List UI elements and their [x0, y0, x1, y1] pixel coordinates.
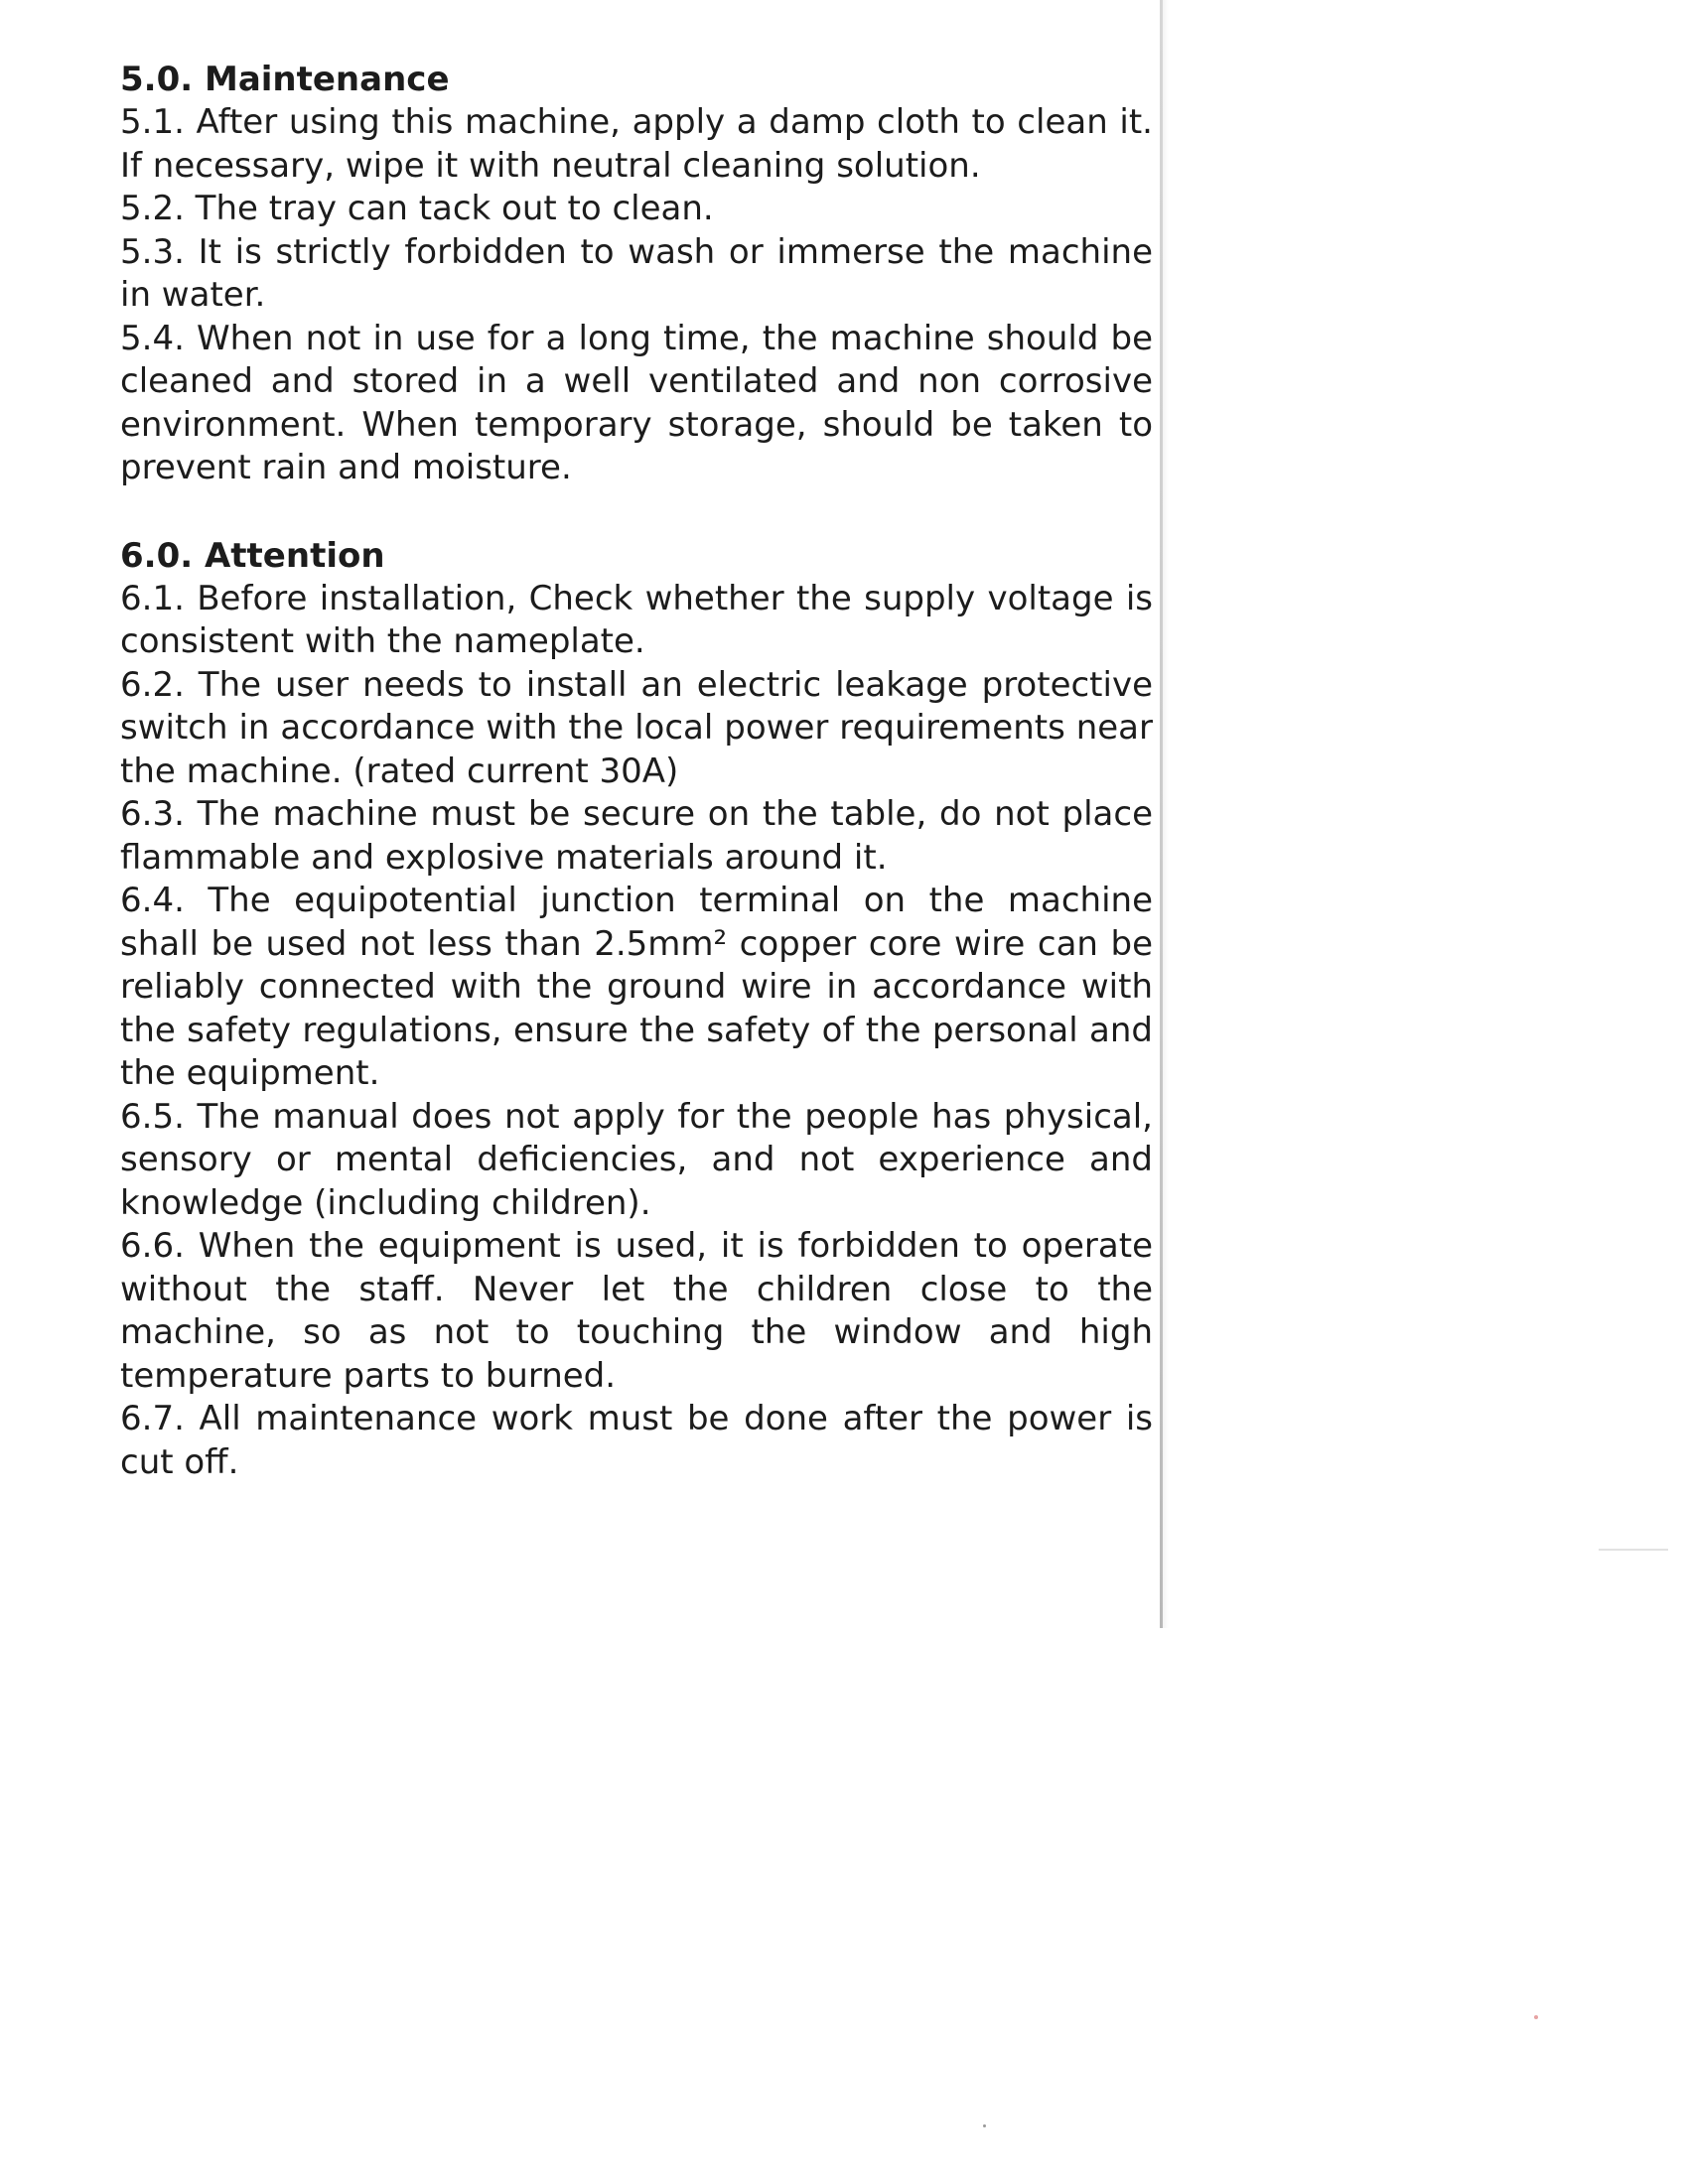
list-item: 6.7. All maintenance work must be done after the power is cut off.	[120, 1399, 1153, 1482]
document-body	[120, 58, 1153, 1528]
list-item: 6.3. The machine must be secure on the table, do not place flammable and explosive materials around it.	[120, 794, 1153, 878]
list-item: 6.6. When the equipment is used, it is forbidden to operate without the staff. Never let the children close to the machine, so as not to touching the window and high temperature parts to burned.	[120, 1226, 1153, 1396]
list-item: 6.5. The manual does not apply for the people has physical, sensory or mental deficiencies, and not experience and knowledge (including children).	[120, 1096, 1153, 1223]
section-attention	[120, 534, 1153, 1485]
section-maintenance	[120, 58, 1153, 490]
list-item: 5.2. The tray can tack out to clean.	[120, 189, 714, 228]
page-fold-shadow	[1163, 0, 1169, 1628]
section-heading: 6.0. Attention	[120, 535, 385, 576]
scan-speck	[983, 2124, 986, 2127]
list-item: 6.1. Before installation, Check whether the supply voltage is consistent with the nameplate.	[120, 578, 1153, 661]
scan-speck	[1534, 2015, 1538, 2019]
list-item: 6.2. The user needs to install an electric leakage protective switch in accordance with the local power requirements near the machine. (rated current 30A)	[120, 664, 1153, 791]
section-heading: 5.0. Maintenance	[120, 60, 450, 99]
list-item: 5.4. When not in use for a long time, the machine should be cleaned and stored in a well ventilated and non corrosive environment. When temporary storage, should be taken to prevent rain and moisture.	[120, 318, 1153, 487]
list-item: 6.4. The equipotential junction terminal on the machine shall be used not less than 2.5mm² copper core wire can be reliably connected with the ground wire in accordance with the safety regulations, ensure the safety of the personal and the equipment.	[120, 881, 1153, 1093]
list-item: 5.1. After using this machine, apply a damp cloth to clean it. If necessary, wipe it with neutral cleaning solution.	[120, 102, 1153, 186]
scan-edge-mark	[1599, 1549, 1668, 1551]
list-item: 5.3. It is strictly forbidden to wash or immerse the machine in water.	[120, 231, 1153, 315]
